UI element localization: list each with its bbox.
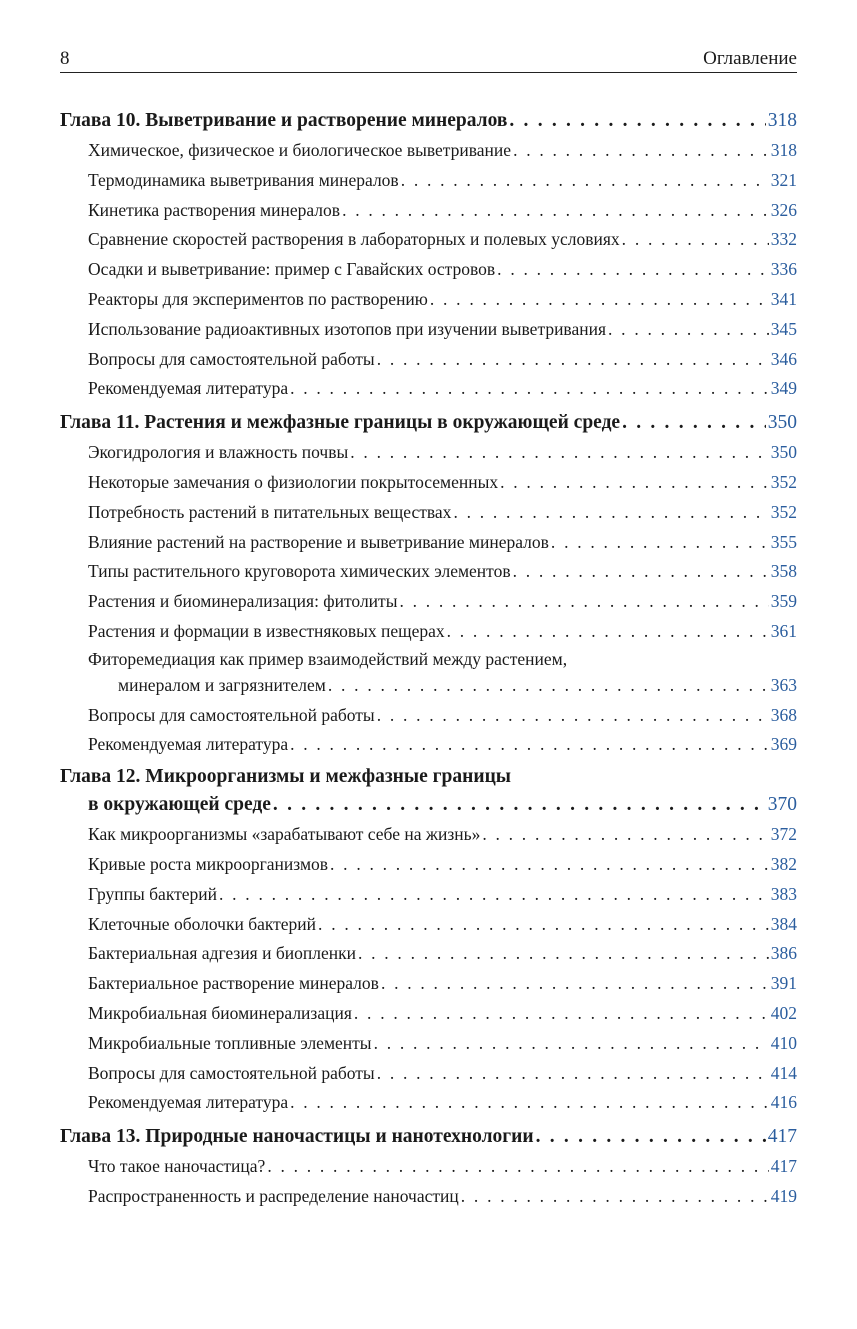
- dot-leader: [377, 1059, 769, 1089]
- chapter-title: Глава 11. Растения и межфазные границы в окружающей среде: [60, 412, 621, 434]
- toc-entry[interactable]: [60, 587, 797, 617]
- entry-title: Использование радиоактивных изотопов при изучении выветривания: [88, 318, 607, 339]
- chapter-13: [60, 1122, 797, 1212]
- toc-entry[interactable]: [60, 1088, 797, 1118]
- entry-title: Фиторемедиация как пример взаимодействий между растением,: [88, 648, 568, 669]
- toc-entry[interactable]: [60, 850, 797, 880]
- entry-title-continuation: минералом и загрязнителем: [118, 674, 326, 695]
- entry-title: Реакторы для экспериментов по растворению: [88, 288, 428, 309]
- dot-leader: [267, 1152, 768, 1182]
- page-link[interactable]: 363: [770, 674, 797, 695]
- entry-title: Клеточные оболочки бактерий: [88, 913, 317, 934]
- chapter-12: [60, 764, 797, 1118]
- running-title: Оглавление: [703, 48, 797, 69]
- dot-leader: [608, 315, 769, 345]
- page-link[interactable]: 410: [770, 1032, 797, 1053]
- chapter-heading-first-line[interactable]: [60, 764, 797, 790]
- entry-title: Вопросы для самостоятельной работы: [88, 348, 375, 369]
- toc-entry[interactable]: [60, 315, 797, 345]
- page-link[interactable]: 382: [770, 853, 797, 874]
- page-link[interactable]: 326: [770, 199, 797, 220]
- dot-leader: [482, 820, 768, 850]
- dot-leader: [536, 1122, 766, 1152]
- entry-title: Типы растительного круговорота химических элементов: [88, 561, 511, 582]
- entry-title: Термодинамика выветривания минералов: [88, 169, 399, 190]
- toc-entry[interactable]: [60, 225, 797, 255]
- page-link[interactable]: 350: [770, 442, 797, 463]
- toc-entry[interactable]: [60, 136, 797, 166]
- toc-entry[interactable]: [60, 166, 797, 196]
- toc-entry[interactable]: [60, 468, 797, 498]
- dot-leader: [399, 587, 768, 617]
- page-link[interactable]: 386: [770, 943, 797, 964]
- chapter-title-continuation: в окружающей среде: [88, 794, 271, 816]
- dot-leader: [447, 617, 769, 647]
- toc-entry[interactable]: [60, 617, 797, 647]
- entry-title: Растения и формации в известняковых пещерах: [88, 620, 445, 641]
- entry-title: Бактериальная адгезия и биопленки: [88, 943, 356, 964]
- toc-entry[interactable]: [60, 820, 797, 850]
- entry-title: Группы бактерий: [88, 883, 217, 904]
- page-number: 8: [60, 48, 70, 69]
- toc-entry[interactable]: [60, 438, 797, 468]
- dot-leader: [461, 1182, 769, 1212]
- chapter-title: Глава 10. Выветривание и растворение минералов: [60, 110, 508, 131]
- toc-entry[interactable]: [60, 557, 797, 587]
- page-link[interactable]: 384: [770, 913, 797, 934]
- page-link[interactable]: 368: [770, 704, 797, 725]
- header-divider: [60, 72, 797, 73]
- dot-leader: [358, 939, 769, 969]
- dot-leader: [273, 790, 766, 820]
- entry-title: Кривые роста микроорганизмов: [88, 853, 329, 874]
- entry-title: Некоторые замечания о физиологии покрытосеменных: [88, 471, 499, 492]
- entry-title: Кинетика растворения минералов: [88, 199, 341, 220]
- page-link[interactable]: 361: [770, 620, 797, 641]
- dot-leader: [350, 438, 768, 468]
- page-link[interactable]: 391: [770, 973, 797, 994]
- dot-leader: [381, 969, 769, 999]
- page-header: [60, 48, 797, 72]
- toc-entry[interactable]: [60, 528, 797, 558]
- toc-entry[interactable]: [60, 374, 797, 404]
- toc-entry-first-line[interactable]: [60, 647, 797, 671]
- dot-leader: [290, 730, 769, 760]
- page-link[interactable]: 369: [770, 734, 797, 755]
- entry-title: Растения и биоминерализация: фитолиты: [88, 591, 398, 612]
- entry-title: Рекомендуемая литература: [88, 1092, 289, 1113]
- toc-entry[interactable]: [60, 969, 797, 999]
- page-link[interactable]: 352: [770, 501, 797, 522]
- dot-leader: [290, 374, 769, 404]
- entry-title: Экогидрология и влажность почвы: [88, 442, 349, 463]
- page-link[interactable]: 358: [770, 561, 797, 582]
- page-link[interactable]: 383: [770, 883, 797, 904]
- page-link[interactable]: 352: [770, 471, 797, 492]
- toc-entry[interactable]: [60, 345, 797, 375]
- dot-leader: [377, 345, 769, 375]
- entry-title: Рекомендуемая литература: [88, 378, 289, 399]
- page-link[interactable]: 370: [767, 794, 797, 816]
- dot-leader: [622, 225, 769, 255]
- entry-title: Осадки и выветривание: пример с Гавайских островов: [88, 259, 496, 280]
- dot-leader: [290, 1088, 769, 1118]
- chapter-10: [60, 106, 797, 404]
- toc-entry[interactable]: [60, 730, 797, 760]
- chapter-heading[interactable]: [60, 1122, 797, 1152]
- entry-title: Микробиальная биоминерализация: [88, 1002, 352, 1023]
- dot-leader: [500, 468, 769, 498]
- toc-entry[interactable]: [60, 196, 797, 226]
- entry-title: Распространенность и распределение наночастиц: [88, 1185, 459, 1206]
- chapter-heading[interactable]: [60, 408, 797, 438]
- entry-title: Влияние растений на растворение и выветривание минералов: [88, 531, 549, 552]
- toc-entry[interactable]: [60, 285, 797, 315]
- page-link[interactable]: 341: [770, 288, 797, 309]
- dot-leader: [318, 910, 769, 940]
- dot-leader: [342, 196, 769, 226]
- toc-entry[interactable]: [60, 1182, 797, 1212]
- toc-entry[interactable]: [60, 939, 797, 969]
- dot-leader: [377, 701, 769, 731]
- page-link[interactable]: 372: [770, 824, 797, 845]
- dot-leader: [513, 136, 769, 166]
- page-link[interactable]: 318: [770, 140, 797, 160]
- dot-leader: [219, 880, 769, 910]
- toc-entry[interactable]: [60, 880, 797, 910]
- page-link[interactable]: 345: [770, 318, 797, 339]
- entry-title: Рекомендуемая литература: [88, 734, 289, 755]
- toc-entry[interactable]: [60, 498, 797, 528]
- page-link[interactable]: 321: [770, 169, 797, 190]
- toc-entry[interactable]: [60, 1059, 797, 1089]
- dot-leader: [453, 498, 768, 528]
- toc-entry[interactable]: [60, 910, 797, 940]
- page-link[interactable]: 414: [770, 1062, 797, 1083]
- entry-title: Химическое, физическое и биологическое выветривание: [88, 140, 512, 160]
- toc-entry[interactable]: [60, 701, 797, 731]
- entry-title: Вопросы для самостоятельной работы: [88, 1062, 375, 1083]
- page-link[interactable]: 417: [767, 1126, 797, 1148]
- page-link[interactable]: 349: [770, 378, 797, 399]
- page-link[interactable]: 402: [770, 1002, 797, 1023]
- dot-leader: [497, 255, 769, 285]
- entry-title: Как микроорганизмы «зарабатывают себе на жизнь»: [88, 824, 481, 845]
- entry-title: Что такое наночастица?: [88, 1156, 266, 1177]
- page-link[interactable]: 355: [770, 531, 797, 552]
- page-link[interactable]: 346: [770, 348, 797, 369]
- page-link[interactable]: 359: [770, 591, 797, 612]
- dot-leader: [401, 166, 769, 196]
- toc-entry[interactable]: [60, 1029, 797, 1059]
- page-link[interactable]: 350: [767, 412, 797, 434]
- entry-title: Потребность растений в питательных веществах: [88, 501, 452, 522]
- dot-leader: [551, 528, 769, 558]
- chapter-heading[interactable]: [60, 790, 797, 820]
- page-link[interactable]: 419: [770, 1185, 797, 1206]
- chapter-11: [60, 408, 797, 760]
- dot-leader: [622, 408, 766, 438]
- chapter-title: Глава 12. Микроорганизмы и межфазные границы: [60, 766, 512, 788]
- page-link[interactable]: 318: [767, 110, 797, 131]
- dot-leader: [509, 106, 765, 136]
- toc-entry[interactable]: [60, 999, 797, 1029]
- page-link[interactable]: 336: [770, 259, 797, 280]
- entry-title: Бактериальное растворение минералов: [88, 973, 379, 994]
- chapter-title: Глава 13. Природные наночастицы и нанотехнологии: [60, 1126, 534, 1148]
- entry-title: Микробиальные топливные элементы: [88, 1032, 372, 1053]
- dot-leader: [374, 1029, 769, 1059]
- toc-entry[interactable]: [60, 671, 797, 701]
- chapter-heading[interactable]: [60, 106, 797, 136]
- table-of-contents: [60, 106, 797, 1216]
- dot-leader: [430, 285, 769, 315]
- dot-leader: [328, 671, 769, 701]
- page-link[interactable]: 417: [770, 1156, 797, 1177]
- dot-leader: [513, 557, 769, 587]
- toc-entry[interactable]: [60, 1152, 797, 1182]
- page-link[interactable]: 332: [770, 229, 797, 250]
- entry-title: Вопросы для самостоятельной работы: [88, 704, 375, 725]
- page-link[interactable]: 416: [770, 1092, 797, 1113]
- toc-entry[interactable]: [60, 255, 797, 285]
- entry-title: Сравнение скоростей растворения в лабораторных и полевых условиях: [88, 229, 620, 250]
- dot-leader: [330, 850, 769, 880]
- dot-leader: [354, 999, 769, 1029]
